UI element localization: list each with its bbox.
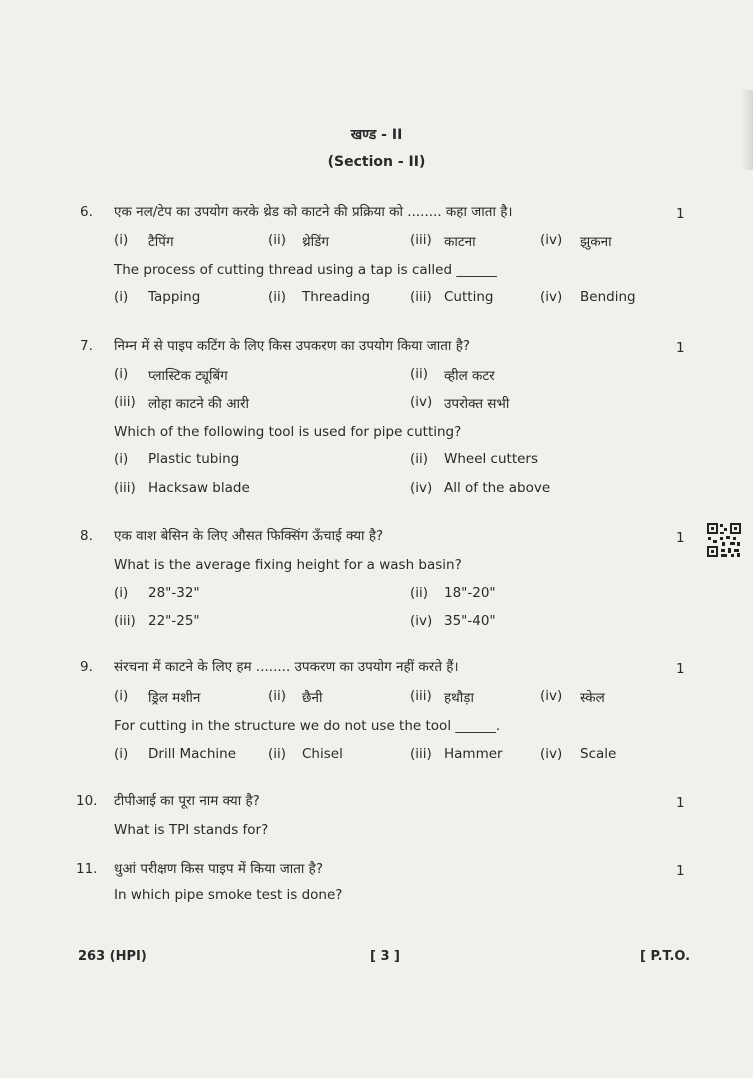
option-text: 28"-32" xyxy=(148,585,200,601)
option-label: (iii) xyxy=(410,289,432,305)
option-label: (iii) xyxy=(114,613,136,629)
question-marks: 1 xyxy=(676,206,685,222)
question-marks: 1 xyxy=(676,795,685,811)
question-text-english: The process of cutting thread using a tap is called ______ xyxy=(114,262,497,278)
option-text: Drill Machine xyxy=(148,746,237,762)
question-number: 7. xyxy=(80,338,93,354)
option-text: 35"-40" xyxy=(444,613,496,629)
question-number: 8. xyxy=(80,528,93,544)
question-text-english: In which pipe smoke test is done? xyxy=(114,887,343,903)
question-text-hindi: निम्न में से पाइप कटिंग के लिए किस उपकरण का उपयोग किया जाता है? xyxy=(114,338,471,354)
section-heading-hindi: खण्ड - II xyxy=(350,127,403,143)
option-label: (iii) xyxy=(410,232,432,248)
option-text: स्केल xyxy=(580,690,605,706)
option-label: (iv) xyxy=(540,289,563,305)
option-label: (i) xyxy=(114,746,129,762)
option-label: (iv) xyxy=(540,232,563,248)
question-text-hindi: एक वाश बेसिन के लिए औसत फिक्सिंग ऊँचाई क्या है? xyxy=(114,528,384,544)
question-marks: 1 xyxy=(676,530,685,546)
question-number: 11. xyxy=(76,861,98,877)
option-text: उपरोक्त सभी xyxy=(444,396,510,412)
question-text-hindi: संरचना में काटने के लिए हम ........ उपकरण का उपयोग नहीं करते हैं। xyxy=(114,659,459,675)
option-label: (i) xyxy=(114,451,129,467)
question-text-hindi: एक नल/टेप का उपयोग करके थ्रेड को काटने की प्रक्रिया को ........ कहा जाता है। xyxy=(114,204,513,220)
option-label: (i) xyxy=(114,289,129,305)
option-label: (iii) xyxy=(114,480,136,496)
option-label: (iii) xyxy=(410,746,432,762)
option-text: Plastic tubing xyxy=(148,451,240,467)
question-marks: 1 xyxy=(676,661,685,677)
option-text: थ्रेडिंग xyxy=(302,234,329,250)
option-label: (iv) xyxy=(410,613,433,629)
option-label: (iii) xyxy=(410,688,432,704)
option-text: 22"-25" xyxy=(148,613,200,629)
option-text: ड्रिल मशीन xyxy=(148,690,201,706)
option-label: (ii) xyxy=(268,289,287,305)
option-label: (ii) xyxy=(268,688,287,704)
option-label: (i) xyxy=(114,585,129,601)
question-text-english: Which of the following tool is used for pipe cutting? xyxy=(114,424,462,440)
question-marks: 1 xyxy=(676,863,685,879)
option-label: (iv) xyxy=(410,394,433,410)
option-text: Hacksaw blade xyxy=(148,480,250,496)
option-text: Threading xyxy=(302,289,371,305)
option-text: Tapping xyxy=(148,289,201,305)
question-number: 10. xyxy=(76,793,98,809)
option-label: (ii) xyxy=(268,232,287,248)
paper-code: 263 (HPI) xyxy=(78,949,147,964)
option-label: (iii) xyxy=(114,394,136,410)
option-text: Bending xyxy=(580,289,636,305)
question-marks: 1 xyxy=(676,340,685,356)
option-label: (i) xyxy=(114,688,129,704)
page-number: [ 3 ] xyxy=(370,949,400,964)
option-text: छैनी xyxy=(302,690,323,706)
option-text: 18"-20" xyxy=(444,585,496,601)
option-label: (i) xyxy=(114,232,129,248)
option-text: काटना xyxy=(444,234,476,250)
option-text: लोहा काटने की आरी xyxy=(148,396,250,412)
option-label: (ii) xyxy=(410,366,429,382)
question-number: 9. xyxy=(80,659,93,675)
option-text: All of the above xyxy=(444,480,551,496)
option-text: प्लास्टिक ट्यूबिंग xyxy=(148,368,228,384)
option-text: Hammer xyxy=(444,746,503,762)
option-label: (iv) xyxy=(540,746,563,762)
option-text: Wheel cutters xyxy=(444,451,539,467)
option-label: (ii) xyxy=(410,585,429,601)
option-label: (ii) xyxy=(268,746,287,762)
option-label: (i) xyxy=(114,366,129,382)
question-text-hindi: धुआं परीक्षण किस पाइप में किया जाता है? xyxy=(114,861,324,877)
option-text: Chisel xyxy=(302,746,343,762)
option-text: Cutting xyxy=(444,289,494,305)
option-text: Scale xyxy=(580,746,617,762)
option-label: (iv) xyxy=(410,480,433,496)
option-text: व्हील कटर xyxy=(444,368,495,384)
section-heading-english: (Section - II) xyxy=(327,154,426,170)
option-label: (iv) xyxy=(540,688,563,704)
option-text: झुकना xyxy=(580,234,612,250)
question-text-english: What is the average fixing height for a wash basin? xyxy=(114,557,462,573)
option-text: टैपिंग xyxy=(148,234,174,250)
question-text-hindi: टीपीआई का पूरा नाम क्या है? xyxy=(114,793,260,809)
qr-code-icon xyxy=(706,522,742,558)
option-label: (ii) xyxy=(410,451,429,467)
option-text: हथौड़ा xyxy=(444,690,475,706)
question-text-english: For cutting in the structure we do not use the tool ______. xyxy=(114,718,501,734)
question-text-english: What is TPI stands for? xyxy=(114,822,269,838)
question-number: 6. xyxy=(80,204,93,220)
please-turn-over: [ P.T.O. xyxy=(640,949,691,964)
